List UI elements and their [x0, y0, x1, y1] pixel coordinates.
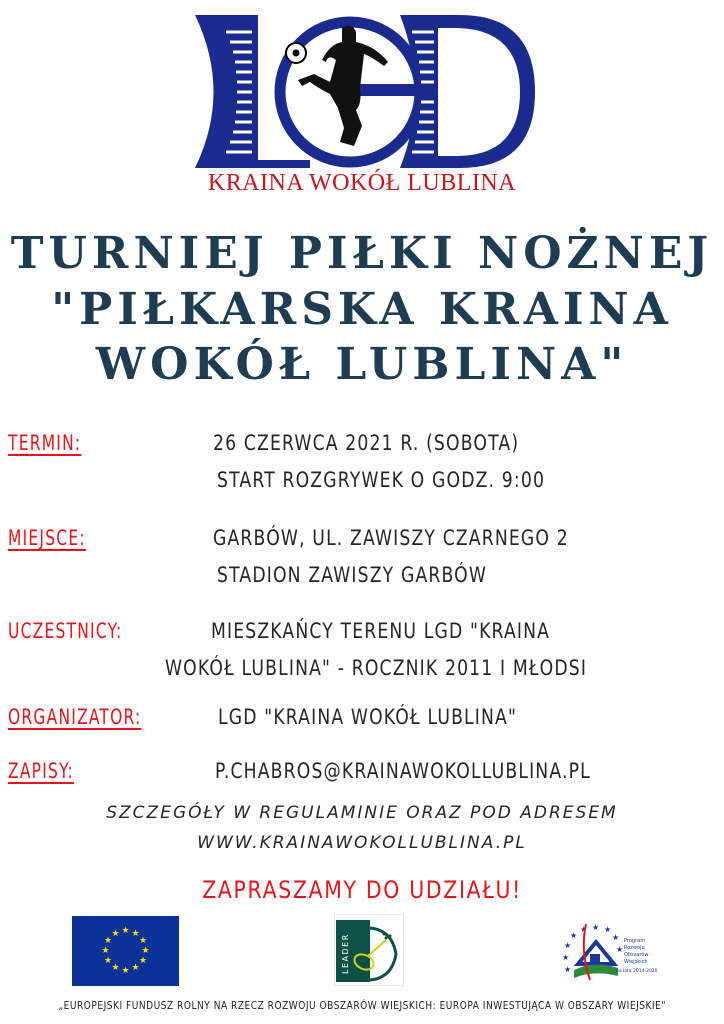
svg-text:★: ★ [138, 956, 148, 966]
svg-text:★: ★ [121, 926, 130, 936]
svg-text:na lata 2014-2020: na lata 2014-2020 [616, 969, 658, 974]
svg-text:★: ★ [570, 931, 578, 940]
details-website[interactable]: WWW.KRAINAWOKOLLUBLINA.PL [197, 833, 527, 853]
svg-text:Program: Program [624, 938, 646, 944]
label-organizator: ORGANIZATOR: [8, 705, 142, 729]
svg-text:Obszarów: Obszarów [624, 952, 649, 958]
svg-text:★: ★ [592, 923, 600, 932]
label-termin: TERMIN: [8, 431, 82, 455]
value-termin-start: START ROZGRYWEK O GODZ. 9:00 [217, 468, 546, 492]
value-miejsce-address: GARBÓW, UL. ZAWISZY CZARNEGO 2 [213, 526, 569, 550]
svg-text:★: ★ [103, 956, 113, 966]
value-miejsce-stadium: STADION ZAWISZY GARBÓW [217, 563, 488, 587]
svg-text:★: ★ [111, 963, 120, 973]
svg-text:★: ★ [138, 936, 148, 946]
svg-text:Wiejskich: Wiejskich [624, 959, 648, 965]
value-zapisy-email[interactable]: P.CHABROS@KRAINAWOKOLLUBLINA.PL [215, 759, 591, 783]
svg-text:★: ★ [612, 933, 620, 942]
svg-text:★: ★ [580, 925, 588, 934]
value-uczestnicy-line-1: MIESZKAŃCY TERENU LGD "KRAINA [211, 619, 551, 643]
football-player-icon [190, 10, 540, 170]
value-organizator: LGD "KRAINA WOKÓŁ LUBLINA" [218, 705, 518, 729]
value-uczestnicy-line-2: WOKÓŁ LUBLINA" - ROCZNIK 2011 I MŁODSI [165, 656, 588, 680]
svg-text:Rozwoju: Rozwoju [624, 945, 645, 951]
svg-text:★: ★ [562, 953, 570, 962]
svg-text:★: ★ [564, 965, 572, 974]
svg-text:★: ★ [121, 966, 130, 976]
svg-text:LEADER: LEADER [341, 933, 350, 974]
svg-text:★: ★ [564, 941, 572, 950]
svg-text:★: ★ [141, 946, 150, 956]
svg-text:★: ★ [616, 945, 624, 954]
page-title-line-2: "PIŁKARSKA KRAINA [51, 284, 673, 335]
invitation-cta: ZAPRASZAMY DO UDZIAŁU! [202, 876, 522, 904]
svg-text:★: ★ [131, 963, 140, 973]
page-title-line-3: WOKÓŁ LUBLINA" [95, 339, 629, 390]
prow-logo-icon [560, 920, 660, 982]
lgd-logo [190, 10, 540, 170]
svg-text:★: ★ [111, 929, 120, 939]
label-miejsce: MIEJSCE: [8, 526, 86, 550]
leader-logo-icon [334, 914, 404, 986]
eu-flag-icon [72, 916, 179, 986]
logo-name: KRAINA WOKÓŁ LUBLINA [207, 170, 517, 196]
svg-text:★: ★ [103, 936, 113, 946]
page-title-line-1: TURNIEJ PIŁKI NOŻNEJ [10, 228, 714, 279]
details-line-1: SZCZEGÓŁY W REGULAMINIE ORAZ POD ADRESEM [106, 803, 618, 823]
svg-text:★: ★ [131, 929, 140, 939]
eafrd-note: „EUROPEJSKI FUNDUSZ ROLNY NA RZECZ ROZWOJU OBSZARÓW WIEJSKICH: EUROPA INWESTUJĄCA W OBSZARY WIEJSKIE" [58, 1000, 666, 1012]
svg-text:★: ★ [101, 946, 110, 956]
svg-text:★: ★ [604, 925, 612, 934]
label-uczestnicy: UCZESTNICY: [8, 619, 123, 643]
label-zapisy: ZAPISY: [8, 759, 74, 783]
value-termin-date: 26 CZERWCA 2021 R. (SOBOTA) [213, 431, 520, 455]
